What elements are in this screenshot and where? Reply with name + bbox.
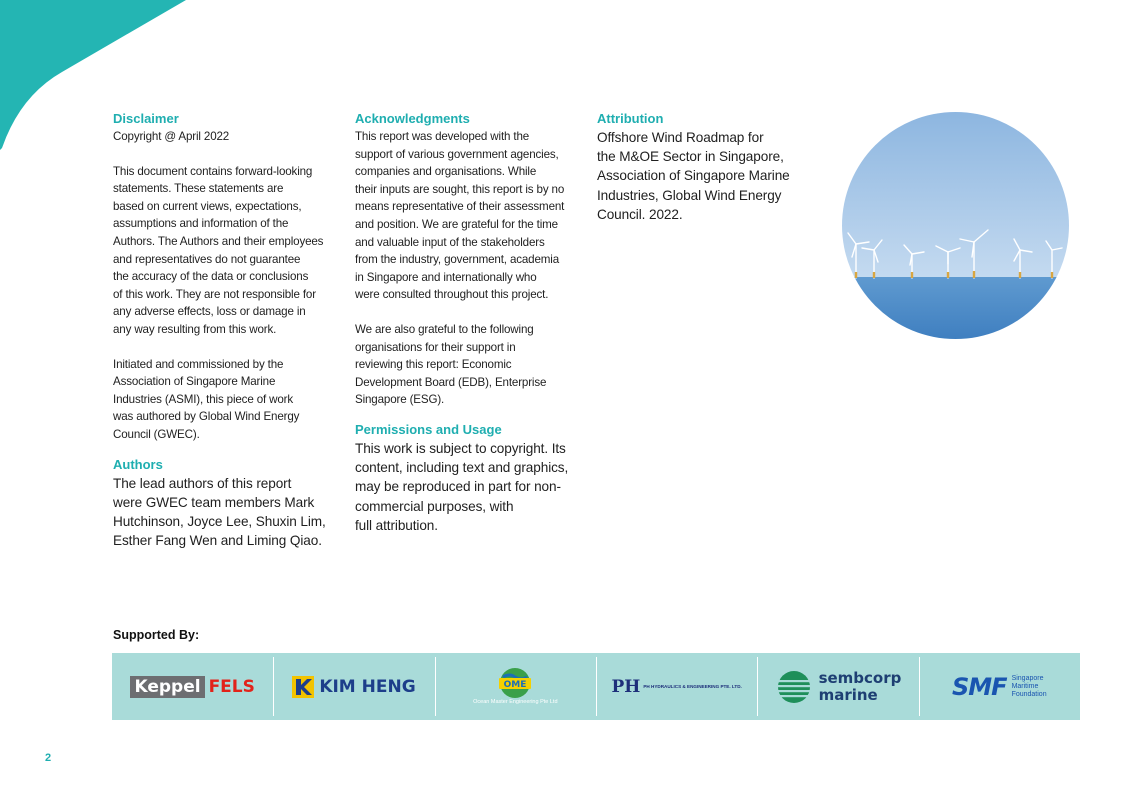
disclaimer-heading: Disclaimer	[113, 111, 179, 126]
permissions-heading: Permissions and Usage	[355, 421, 502, 437]
copyright-text: Copyright @ April 2022	[113, 130, 230, 143]
logo-keppel-fels: Keppel FELS	[112, 653, 273, 720]
attribution-paragraph: Offshore Wind Roadmap for the M&OE Sector in Singapore, Association of Singapore Marine Industries, Global Wind Energy Council. 2022.	[597, 130, 790, 222]
disclaimer-paragraph-1: This document contains forward-looking statements. These statements are based on current views, expectations, assumptions and information of the Authors. The Authors and their employees and representatives do not guarantee the accuracy of the data or conclusions of this work. They are not responsible for any adverse effects, loss or damage in any way resulting from this work.	[113, 164, 324, 336]
acknowledgments-heading: Acknowledgments	[355, 111, 470, 126]
ome-globe-icon	[488, 667, 542, 699]
page-number: 2	[45, 752, 52, 764]
offshore-wind-farm-photo	[842, 112, 1069, 339]
authors-heading: Authors	[113, 456, 163, 472]
acknowledgments-paragraph-1: This report was developed with the support of various government agencies, companies and organisations. While their inputs are sought, this report is by no means representative of their assessment and position. We are grateful for the time and valuable input of the stakeholders from the industry, government, academia in Singapore and internationally who were consulted throughout this project.	[355, 130, 565, 302]
kim-heng-mark-icon	[292, 676, 314, 698]
acknowledgments-paragraph-2: We are also grateful to the following organisations for their support in reviewing this report: Economic Development Board (EDB), Enterprise Singapore (ESG).	[355, 322, 547, 407]
column-middle	[355, 110, 583, 535]
logo-singapore-maritime-foundation: SMF Singapore Maritime Foundation	[919, 653, 1080, 720]
logo-ph-hydraulics: PH PH HYDRAULICS & ENGINEERING PTE. LTD.	[596, 653, 757, 720]
svg-text:OME: OME	[503, 680, 527, 690]
permissions-paragraph: This work is subject to copyright. Its content, including text and graphics, may be reproduced in part for non- commercial purposes, with full attribution.	[355, 440, 569, 533]
column-left	[113, 110, 338, 550]
attribution-heading: Attribution	[597, 111, 664, 126]
column-right	[597, 110, 807, 224]
sponsor-logo-strip	[112, 653, 1080, 720]
logo-sembcorp-marine: sembcorp marine	[757, 653, 918, 720]
supported-by-label: Supported By:	[113, 628, 200, 642]
disclaimer-paragraph-2: Initiated and commissioned by the Association of Singapore Marine Industries (ASMI), this piece of work was authored by Global Wind Energy Council (GWEC).	[113, 357, 300, 441]
sembcorp-swirl-icon	[775, 669, 813, 705]
logo-ocean-master-engineering: OME Ocean Master Engineering Pte Ltd	[435, 653, 596, 720]
authors-paragraph: The lead authors of this report were GWEC team members Mark Hutchinson, Joyce Lee, Shuxin Lim, Esther Fang Wen and Liming Qiao.	[113, 475, 326, 549]
logo-kim-heng: KIM HENG	[273, 653, 434, 720]
